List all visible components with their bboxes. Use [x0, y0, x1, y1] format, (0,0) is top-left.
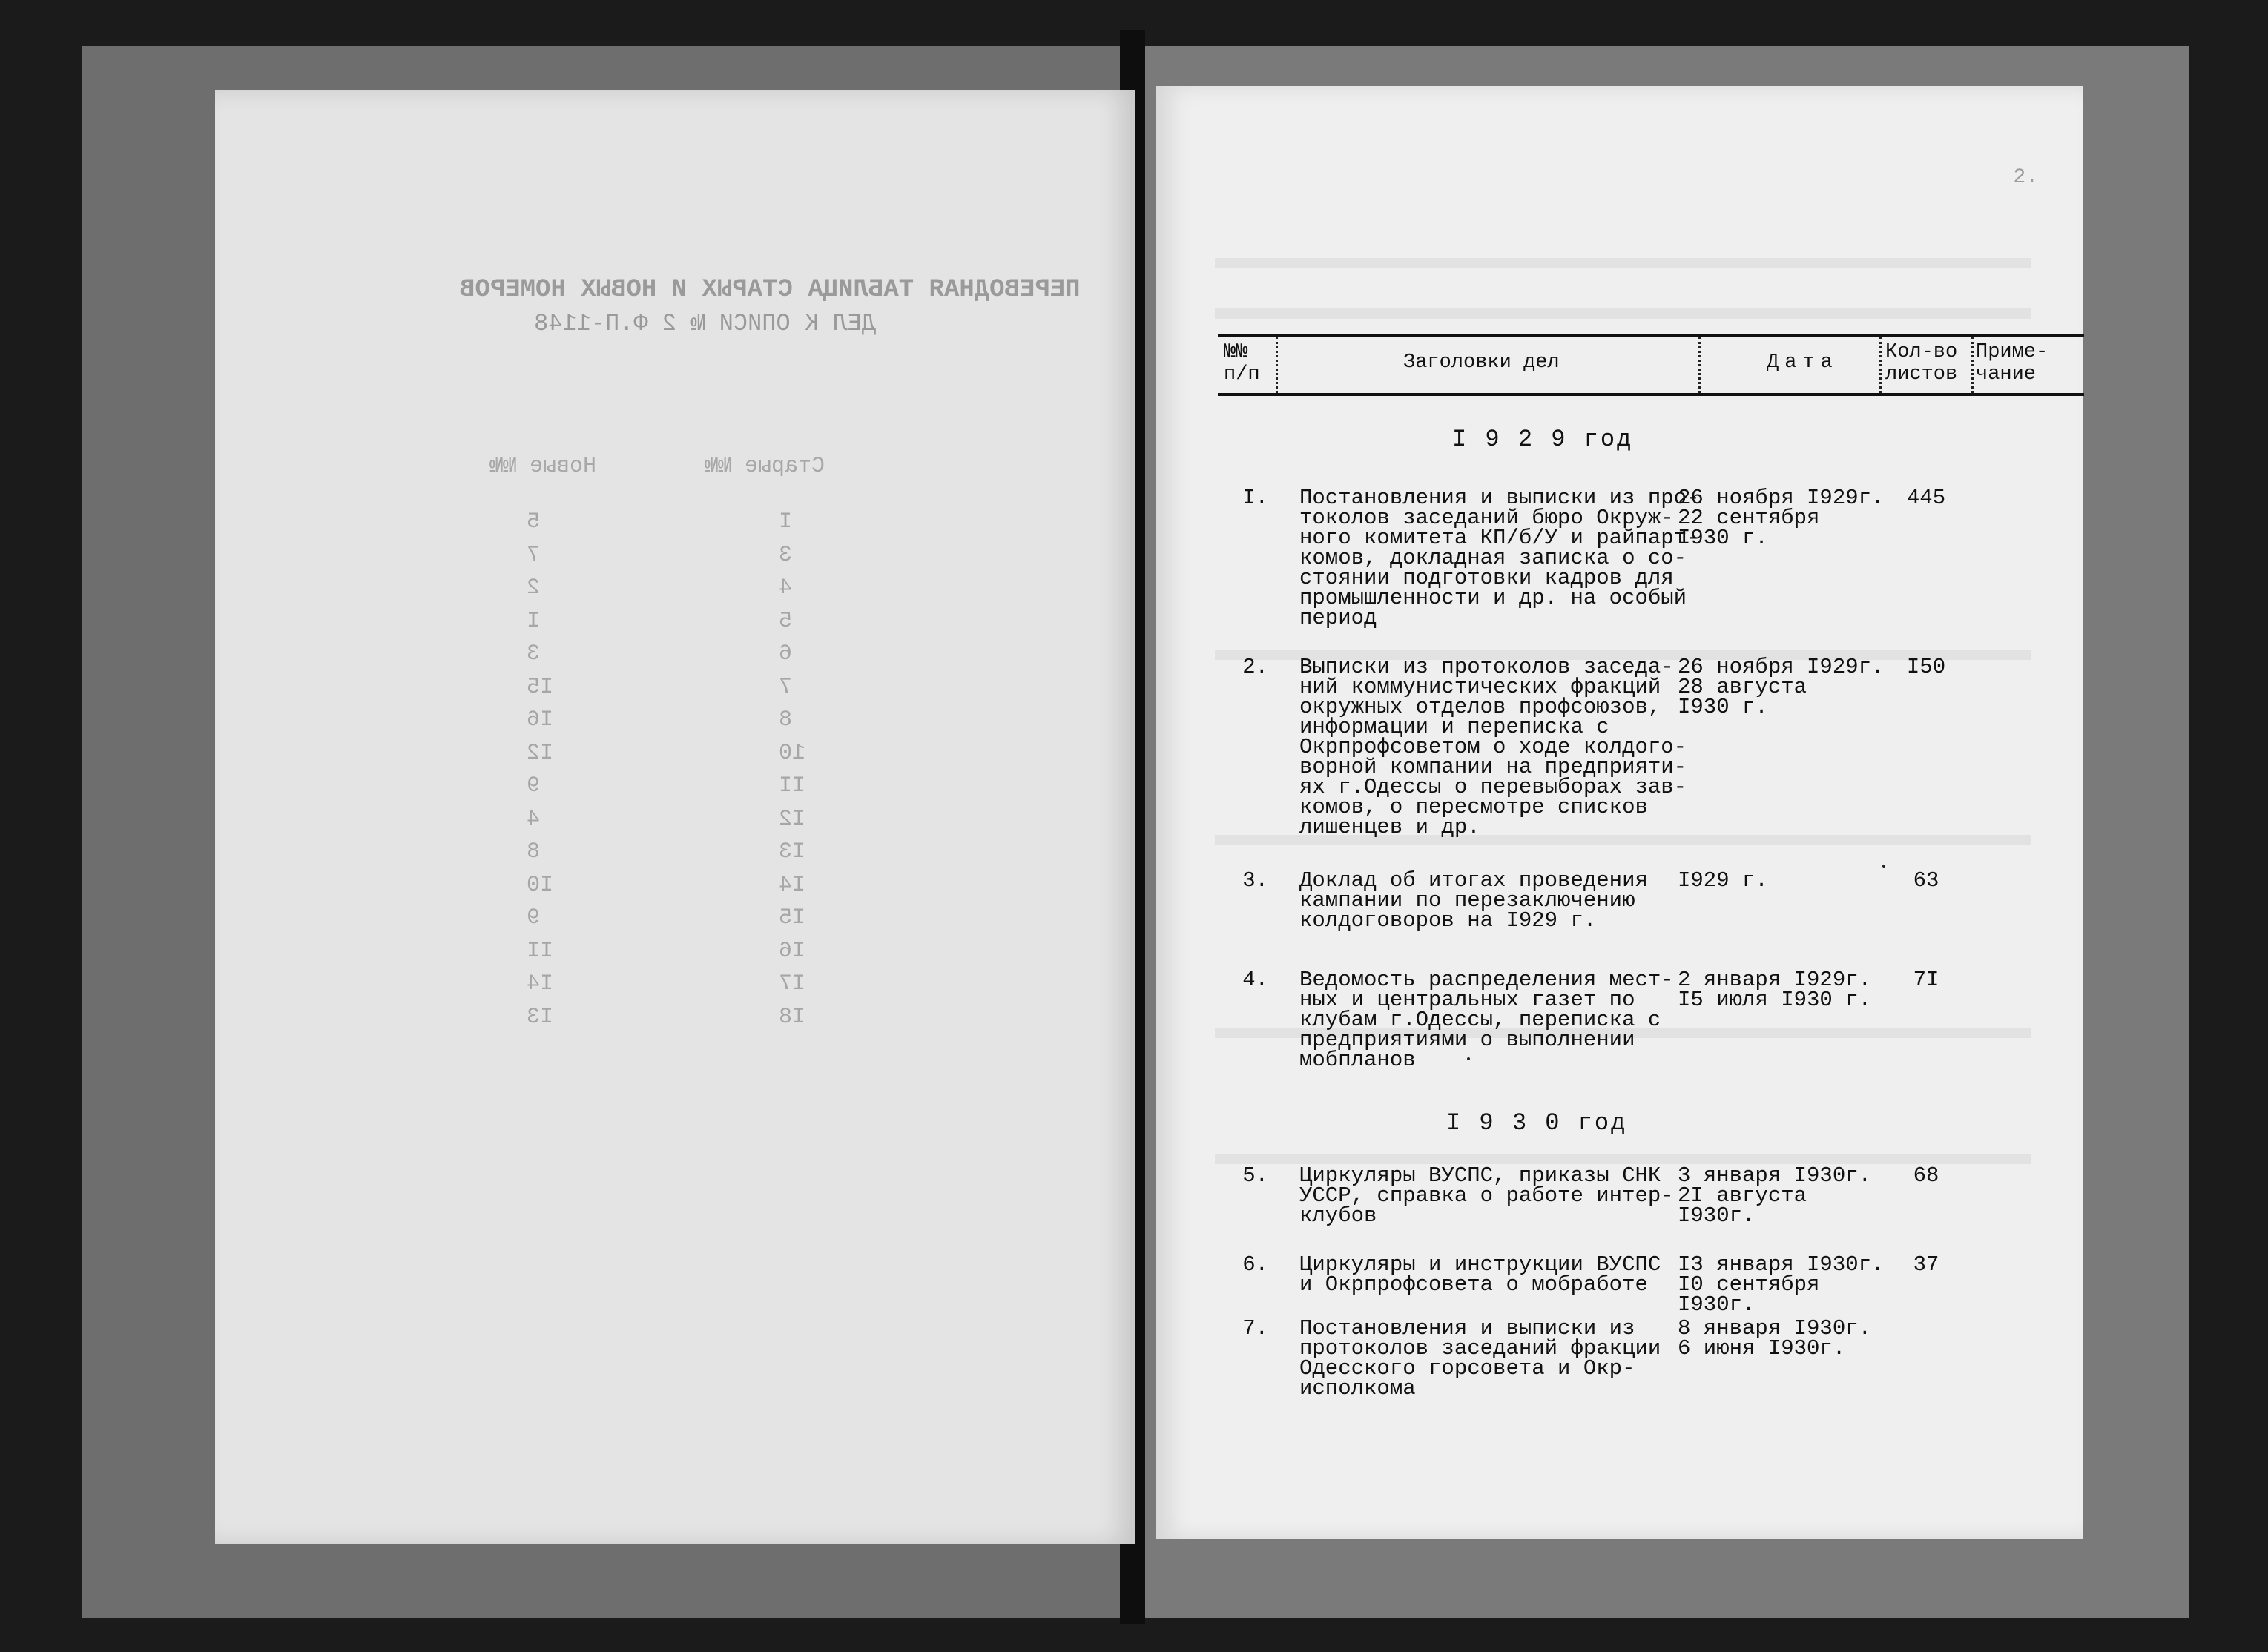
row-date: 8 января I930г. 6 июня I930г.	[1678, 1316, 1872, 1361]
left-page	[215, 90, 1135, 1544]
ink-speck	[1882, 865, 1885, 868]
mirrored-col-new: Новые №№	[489, 454, 597, 479]
row-date: 26 ноября I929г. 28 августа I930 г.	[1678, 655, 1885, 719]
column-divider	[1971, 337, 1974, 393]
row-date: 2 января I929г. I5 июля I930 г.	[1678, 968, 1872, 1012]
right-page	[1156, 86, 2083, 1539]
row-count: 37	[1913, 1252, 1939, 1277]
row-title: Ведомость распределения мест- ных и центральных газет по клубам г.Одессы, переписка с предприятиями о выполнении мобпланов	[1299, 968, 1674, 1072]
mirrored-title: ПЕРЕВОДНАЯ ТАБЛИЦА СТАРЫХ И НОВЫХ НОМЕРОВ	[460, 276, 1081, 304]
header-num: №№ п/п	[1224, 341, 1260, 386]
row-title: Постановления и выписки из про- токолов заседаний бюро Окруж- ного комитета КП/б/У и райпарт- комов, докладная записка о со- стоянии подготовки кадров для промышленности и др. на особый период	[1299, 486, 1700, 630]
row-title: Постановления и выписки из протоколов заседаний фракции Одесского горсовета и Окр- исполкома	[1299, 1316, 1661, 1401]
row-count: I50	[1906, 655, 1946, 679]
header-date: Дата	[1767, 351, 1839, 374]
row-number: 5.	[1242, 1163, 1268, 1188]
mirrored-new-numbers: 5 7 2 I 3 I5 I6 I2 9 4 8 I0 9 II I4 I3	[527, 509, 554, 1030]
row-date: I3 января I930г. I0 сентября I930г.	[1678, 1252, 1885, 1317]
row-count: 68	[1913, 1163, 1939, 1188]
bleed-line	[1215, 258, 2031, 268]
mirrored-old-numbers: I 3 4 5 6 7 8 10 II I2 I3 I4 I5 I6 I7 I8	[779, 509, 806, 1030]
row-title: Циркуляры ВУСПС, приказы СНК УССР, справка о работе интер- клубов	[1299, 1163, 1674, 1228]
ink-speck	[1467, 1057, 1470, 1060]
row-date: 3 января I930г. 2I августа I930г.	[1678, 1163, 1872, 1228]
header-count: Кол-во листов	[1885, 341, 1958, 386]
row-date: 26 ноября I929г. 22 сентября I930 г.	[1678, 486, 1885, 550]
mirrored-subtitle: ДЕЛ К ОПИСИ № 2 Ф.П-1148	[534, 310, 876, 337]
header-title: Заголовки дел	[1403, 351, 1560, 374]
mirrored-col-old: Старые №№	[705, 454, 825, 479]
row-date: I929 г.	[1678, 868, 1768, 893]
row-number: 6.	[1242, 1252, 1268, 1277]
row-number: 4.	[1242, 968, 1268, 992]
table-header	[1218, 334, 2084, 396]
row-title: Циркуляры и инструкции ВУСПС и Окрпрофсовета о мобработе	[1299, 1252, 1661, 1297]
column-divider	[1879, 337, 1882, 393]
row-number: 7.	[1242, 1316, 1268, 1341]
year-heading-1930: I 9 3 0 год	[1446, 1109, 1628, 1137]
bleed-line	[1215, 308, 2031, 319]
row-count: 63	[1913, 868, 1939, 893]
header-note: Приме- чание	[1976, 341, 2048, 386]
row-title: Выписки из протоколов заседа- ний коммунистических фракций окружных отделов профсоюзов, информации и переписка с Окрпрофсоветом о ходе колдого- ворной компании на предприяти- ях г.Одессы о перевыборах зав- комов, о пересмотре списков лишенцев и др.	[1299, 655, 1687, 839]
row-number: 2.	[1242, 655, 1268, 679]
row-number: I.	[1242, 486, 1268, 510]
row-count: 445	[1906, 486, 1946, 510]
row-count: 7I	[1913, 968, 1939, 992]
year-heading-1929: I 9 2 9 год	[1452, 426, 1634, 453]
row-title: Доклад об итогах проведения кампании по перезаключению колдоговоров на I929 г.	[1299, 868, 1648, 933]
column-divider	[1276, 337, 1278, 393]
row-number: 3.	[1242, 868, 1268, 893]
page-number: 2.	[2013, 166, 2038, 189]
bleed-line	[1215, 1154, 2031, 1164]
column-divider	[1698, 337, 1701, 393]
